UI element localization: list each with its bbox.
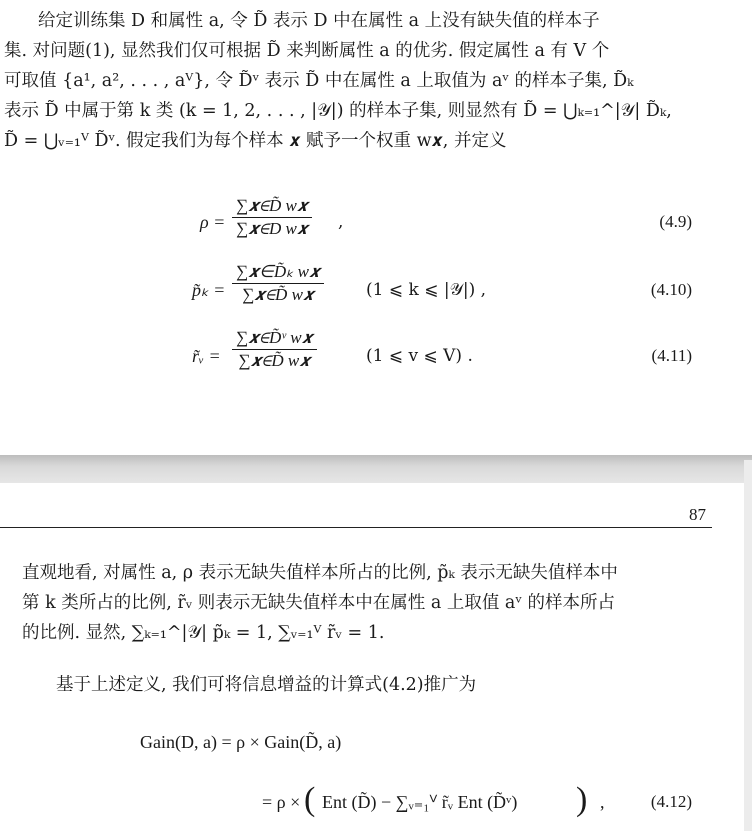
text-line: D̃ = ⋃ᵥ₌₁ⱽ D̃ᵛ. 假定我们为每个样本 𝒙 赋予一个权重 w𝒙, 并定义 xyxy=(4,131,507,151)
equation-condition: (1 ⩽ v ⩽ V) . xyxy=(366,346,473,366)
equation-fraction xyxy=(232,196,312,239)
text-line: 给定训练集 D 和属性 a, 令 D̃ 表示 D 中在属性 a 上没有缺失值的样本子 xyxy=(38,11,600,31)
right-paren: ) xyxy=(576,781,588,818)
equation-number: (4.11) xyxy=(651,346,692,365)
fraction-bar xyxy=(232,283,324,284)
fraction-numerator: ∑𝒙∈D̃ w𝒙 xyxy=(236,196,308,215)
equation-fraction xyxy=(232,328,317,371)
left-paren: ( xyxy=(304,781,316,818)
gain-equation-body: Ent (D̃) − ∑ᵥ₌₁ⱽ r̃ᵥ Ent (D̃ᵛ) xyxy=(322,792,518,812)
gain-equation-line1: Gain(D, a) = ρ × Gain(D̃, a) xyxy=(140,732,342,752)
top-paragraph xyxy=(4,6,712,156)
equation-lhs: p̃ₖ = xyxy=(192,280,226,300)
equation-number: (4.9) xyxy=(659,212,692,231)
equation-lhs: ρ = xyxy=(200,212,226,232)
equation-4-9 xyxy=(0,196,752,252)
equation-condition: (1 ⩽ k ⩽ |𝒴|) , xyxy=(366,280,487,300)
equation-lhs: r̃ᵥ = xyxy=(192,346,221,366)
fraction-bar xyxy=(232,217,312,218)
intro-paragraph xyxy=(56,670,752,700)
text-line: 可取值 {a¹, a², . . . , aⱽ}, 令 D̃ᵛ 表示 D̃ 中在属性 a 上取值为 aᵛ 的样本子集, D̃ₖ xyxy=(4,71,634,91)
text-line: 的比例. 显然, ∑ₖ₌₁^|𝒴| p̃ₖ = 1, ∑ᵥ₌₁ⱽ r̃ᵥ = 1. xyxy=(22,623,385,643)
gain-equation-suffix: , xyxy=(600,792,605,812)
equation-condition: , xyxy=(338,212,344,232)
text-line: 基于上述定义, 我们可将信息增益的计算式(4.2)推广为 xyxy=(56,675,477,695)
text-line: 集. 对问题(1), 显然我们仅可根据 D̃ 来判断属性 a 的优劣. 假定属性 a 有 V 个 xyxy=(4,41,610,61)
fraction-numerator: ∑𝒙∈D̃ᵛ w𝒙 xyxy=(236,328,313,347)
bottom-paragraph xyxy=(22,558,730,648)
fraction-bar xyxy=(232,349,317,350)
header-rule xyxy=(0,527,712,528)
page-gap xyxy=(0,455,752,483)
text-line: 第 k 类所占的比例, r̃ᵥ 则表示无缺失值样本中在属性 a 上取值 aᵛ 的样本所占 xyxy=(22,593,615,613)
page-number: 87 xyxy=(689,505,706,524)
equation-4-11 xyxy=(0,328,752,384)
fraction-denominator: ∑𝒙∈D̃ w𝒙 xyxy=(242,285,314,304)
equation-4-12 xyxy=(0,770,752,831)
equation-4-10 xyxy=(0,262,752,318)
fraction-denominator: ∑𝒙∈D w𝒙 xyxy=(236,219,308,238)
gain-equation-prefix: = ρ × xyxy=(262,792,301,812)
equation-number: (4.10) xyxy=(650,280,692,299)
text-line: 直观地看, 对属性 a, ρ 表示无缺失值样本所占的比例, p̃ₖ 表示无缺失值样本中 xyxy=(22,563,618,583)
fraction-denominator: ∑𝒙∈D̃ w𝒙 xyxy=(238,351,311,370)
text-line: 表示 D̃ 中属于第 k 类 (k = 1, 2, . . . , |𝒴|) 的样本子集, 则显然有 D̃ = ⋃ₖ₌₁^|𝒴| D̃ₖ, xyxy=(4,101,672,121)
equation-fraction xyxy=(232,262,324,305)
fraction-numerator: ∑𝒙∈D̃ₖ w𝒙 xyxy=(236,262,320,281)
equation-number: (4.12) xyxy=(650,792,692,811)
